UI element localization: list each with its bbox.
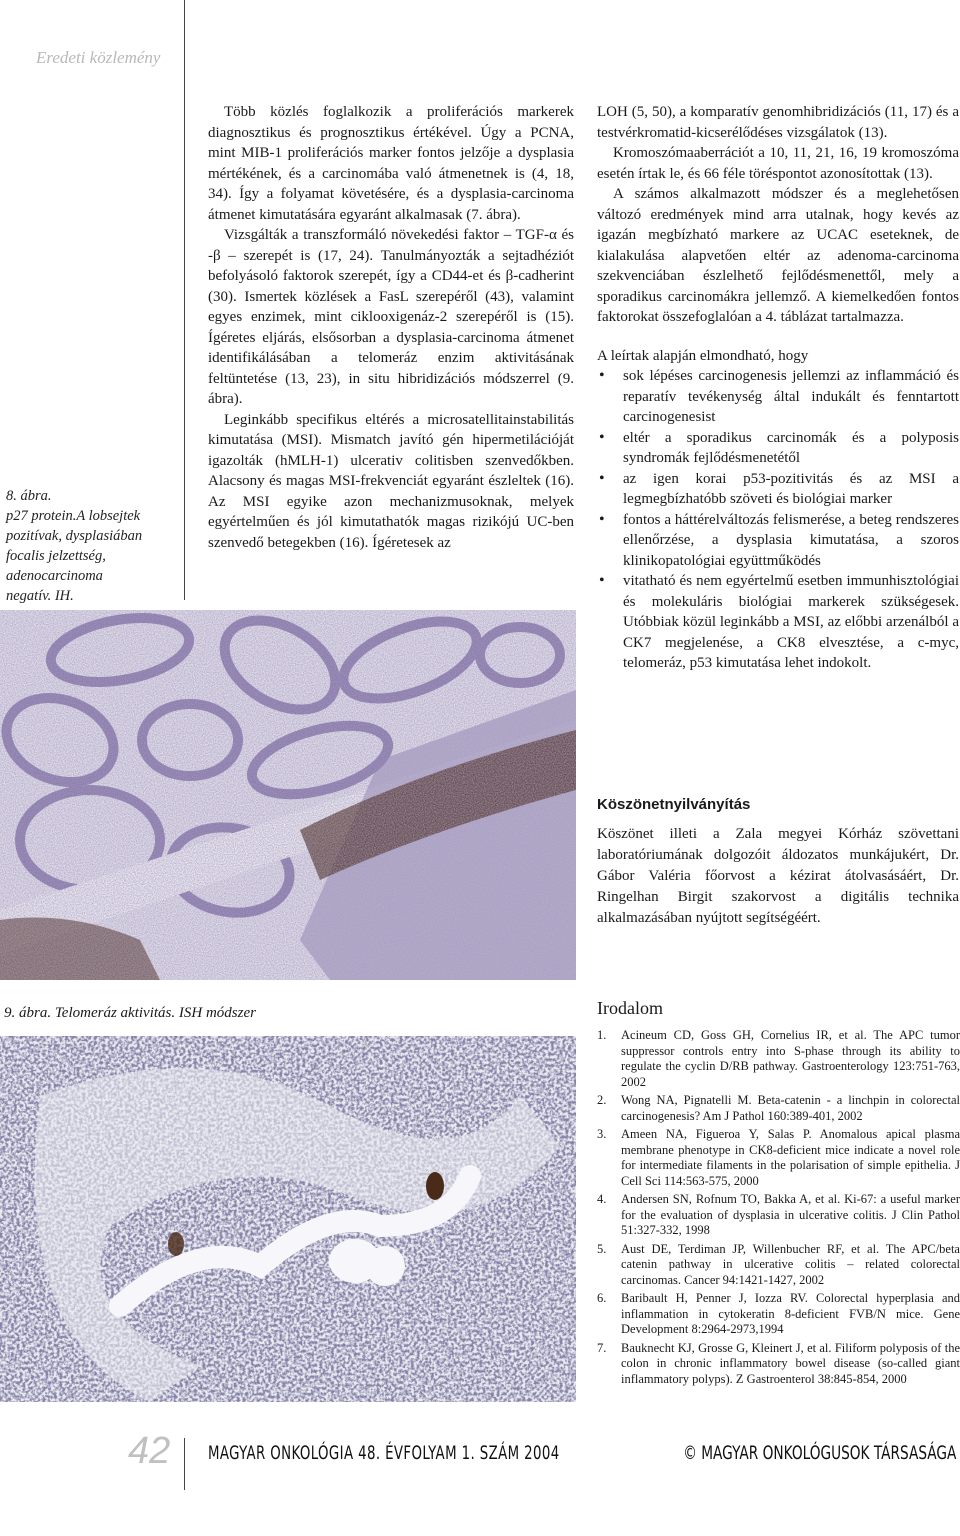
stained-nucleus (426, 1172, 444, 1200)
reference-item (597, 1291, 960, 1338)
text-column-2 (597, 102, 959, 674)
figure-8-caption-line: p27 protein.A lobsejtek (6, 508, 141, 524)
references-title: Irodalom (597, 998, 663, 1018)
reference-text: Wong NA, Pignatelli M. Beta-catenin - a linchpin in colorectal carcinogenesis? Am J Pathol 160:389-401, 2002 (621, 1093, 960, 1123)
figure-8-caption (6, 486, 182, 606)
reference-number: 7. (597, 1340, 607, 1355)
summary-list (597, 366, 959, 674)
figure-8-caption-line: focalis jelzettség, (6, 548, 106, 564)
stained-nucleus (168, 1232, 184, 1256)
figure-8-caption-line: adenocarcinoma (6, 568, 103, 584)
list-item: • eltér a sporadikus carcinomák és a polyposis syndromák fejlődésmenetétől (597, 428, 959, 469)
page-number: 42 (128, 1430, 171, 1472)
goblet-cell (365, 1246, 405, 1286)
paragraph: Kromoszómaaberrációt a 10, 11, 21, 16, 19 kromoszóma esetén írtak le, és 66 féle töréspontot azonosítottak (13). (597, 145, 959, 182)
journal-title: MAGYAR ONKOLÓGIA 48. ÉVFOLYAM 1. SZÁM 2004 (208, 1442, 560, 1464)
section-label: Eredeti közlemény (36, 48, 161, 67)
figure-9-micrograph (0, 1036, 576, 1402)
reference-number: 1. (597, 1028, 607, 1042)
reference-number: 3. (597, 1127, 607, 1141)
reference-item (597, 1242, 960, 1289)
copyright: © MAGYAR ONKOLÓGUSOK TÁRSASÁGA (682, 1442, 956, 1464)
reference-text: Baribault H, Penner J, Iozza RV. Colorectal hyperplasia and inflammation in cytokeratin 8-deficient FVB/N mice. Gene Development 8:2964-2973,1994 (621, 1291, 960, 1336)
reference-text: Aust DE, Terdiman JP, Willenbucher RF, et al. The APC/beta catenin pathway in ulcerative colitis – related colorectal carcinomas. Cancer 94:1421-1427, 2002 (621, 1241, 960, 1287)
figure-9-caption: 9. ábra. Telomeráz aktivitás. ISH módszer (4, 1005, 256, 1021)
list-item: • fontos a háttérelváltozás felismerése, a beteg rendszeres ellenőrzése, a dysplasia kimutatása, a szoros klinikopatológiai együttműködés (597, 510, 959, 572)
reference-text: Acineum CD, Goss GH, Cornelius IR, et al. The APC tumor suppressor controls entry into S-phase through its ability to regulate the cyclin D/RB pathway. Gastroenterology 123:751-763, 2002 (621, 1028, 960, 1089)
paragraph: A számos alkalmazott módszer és a meglehetősen változó eredmények mind arra utalnak, hogy kevés az igazán megbízható markere az UCAC eseteknek, de kialakulása alapvetően eltér az adenoma-carcinoma szekvenciában észlelhető fejlődésmenettől, mely a sporadikus carcinomákra jellemző. A kiemelkedően fontos faktorokat összefoglalóan a 4. táblázat tartalmazza. (597, 186, 959, 325)
reference-item (597, 1192, 960, 1239)
figure-8-caption-line: negatív. IH. (6, 588, 74, 604)
acknowledgement-text: Köszönet illeti a Zala megyei Kórház szövettani laboratóriumának dolgozóit áldozatos munkájukért, Dr. Gábor Valéria főorvost a kézirat átolvasásáért, Dr. Ringelhan Birgit szakorvost a digitális technika alkalmazásában nyújtott segítségéért. (597, 826, 959, 926)
reference-list (597, 1028, 960, 1390)
column-divider (184, 0, 185, 600)
reference-text: Ameen NA, Figueroa Y, Salas P. Anomalous apical plasma membrane phenotype in CK8-deficient mice indicate a novel role for intermediate filaments in the polarisation of simple epithelia. J Cell Sci 114:563-575, 2000 (621, 1127, 960, 1188)
reference-text: Andersen SN, Rofnum TO, Bakka A, et al. Ki-67: a useful marker for the evaluation of dysplasia in ulcerative colitis. J Clin Pathol 51:327-332, 1998 (621, 1192, 960, 1237)
reference-number: 4. (597, 1192, 607, 1206)
reference-number: 5. (597, 1241, 607, 1256)
list-item: • vitatható és nem egyértelmű esetben immunhisztológiai és molekuláris biológiai markerek szükségesek. Utóbbiak közül leginkább a MSI, az előbbi arzenálból a CK7 megjelenése, a CK8 elvesztése, a c-myc, telomeráz, p53 kimutatása lehet indokolt. (597, 571, 959, 674)
list-item: • az igen korai p53-pozitivitás és az MSI a legmegbízhatóbb szöveti és biológiai marker (597, 469, 959, 510)
figure-8-caption-line: 8. ábra. (6, 488, 52, 504)
reference-item (597, 1341, 960, 1388)
acknowledgement-title: Köszönetnyilványítás (597, 796, 751, 813)
reference-text: Bauknecht KJ, Grosse G, Kleinert J, et al. Filiform polyposis of the colon in chronic inflammatory bowel disease (so-called giant inflammatory polyps). Z Gastroenterol 38:845-854, 2000 (621, 1340, 960, 1386)
figure-8-micrograph (0, 610, 576, 980)
micrograph-8-svg (0, 610, 576, 980)
footer-divider (184, 1438, 185, 1490)
figure-8-caption-line: pozitívak, dysplasiában (6, 528, 143, 544)
paragraph: Leginkább specifikus eltérés a microsatellitainstabilitás kimutatása (MSI). Mismatch javító gén hipermetilációját igazolták (hMLH-1) ulcerativ colitisben szenvedőkben. Alacsony és magas MSI-frekvenciát egyaránt észleltek (16). Az MSI egyike azon mechanizmusoknak, melyek egyértelműen és jól kimutathatók magas rizikójú UC-ben szenvedő betegekben (16). Ígéretesek az (208, 411, 574, 551)
text-column-1 (208, 102, 574, 553)
paragraph: Több közlés foglalkozik a proliferációs markerek diagnosztikus és prognosztikus értékével. Úgy a PCNA, mint MIB-1 proliferációs marker fontos jelzője a dysplasia mértékének, és a carcinomába való átmenetnek is (4, 18, 34). Így a folyamat követésére, és a dysplasia-carcinoma átmenet kimutatására egyaránt alkalmasak (7. ábra). (208, 104, 574, 223)
reference-number: 6. (597, 1291, 607, 1305)
reference-item (597, 1127, 960, 1189)
reference-item (597, 1028, 960, 1090)
paragraph: LOH (5, 50), a komparatív genomhibridizációs (11, 17) és a testvérkromatid-kicserélődéses vizsgálatok (13). (597, 104, 959, 141)
reference-item (597, 1093, 960, 1124)
reference-number: 2. (597, 1093, 607, 1107)
texture-overlay (0, 610, 576, 980)
summary-intro: A leírtak alapján elmondható, hogy (597, 347, 809, 364)
list-item: • sok lépéses carcinogenesis jellemzi az inflammáció és reparatív tevékenység által indukált és fenntartott carcinogenesist (597, 366, 959, 428)
paragraph: Vizsgálták a transzformáló növekedési faktor – TGF-α és -β – szerepét is (17, 24). Tanulmányozták a sejtadhéziót befolyásoló faktorok szerepét, így a CD44-et és β-cadherint (30). Ismertek közlések a FasL szerepéről (43), valamint egyes enzimek, mint ciklooxigenáz-2 szerepéről is (15). Ígéretes eljárás, elsősorban a dysplasia-carcinoma átmenet identifikálásában a telomeráz enzim aktivitásának feltüntetése (13, 23), in situ hibridizációs módszerrel (9. ábra). (208, 227, 574, 407)
micrograph-9-svg (0, 1036, 576, 1402)
